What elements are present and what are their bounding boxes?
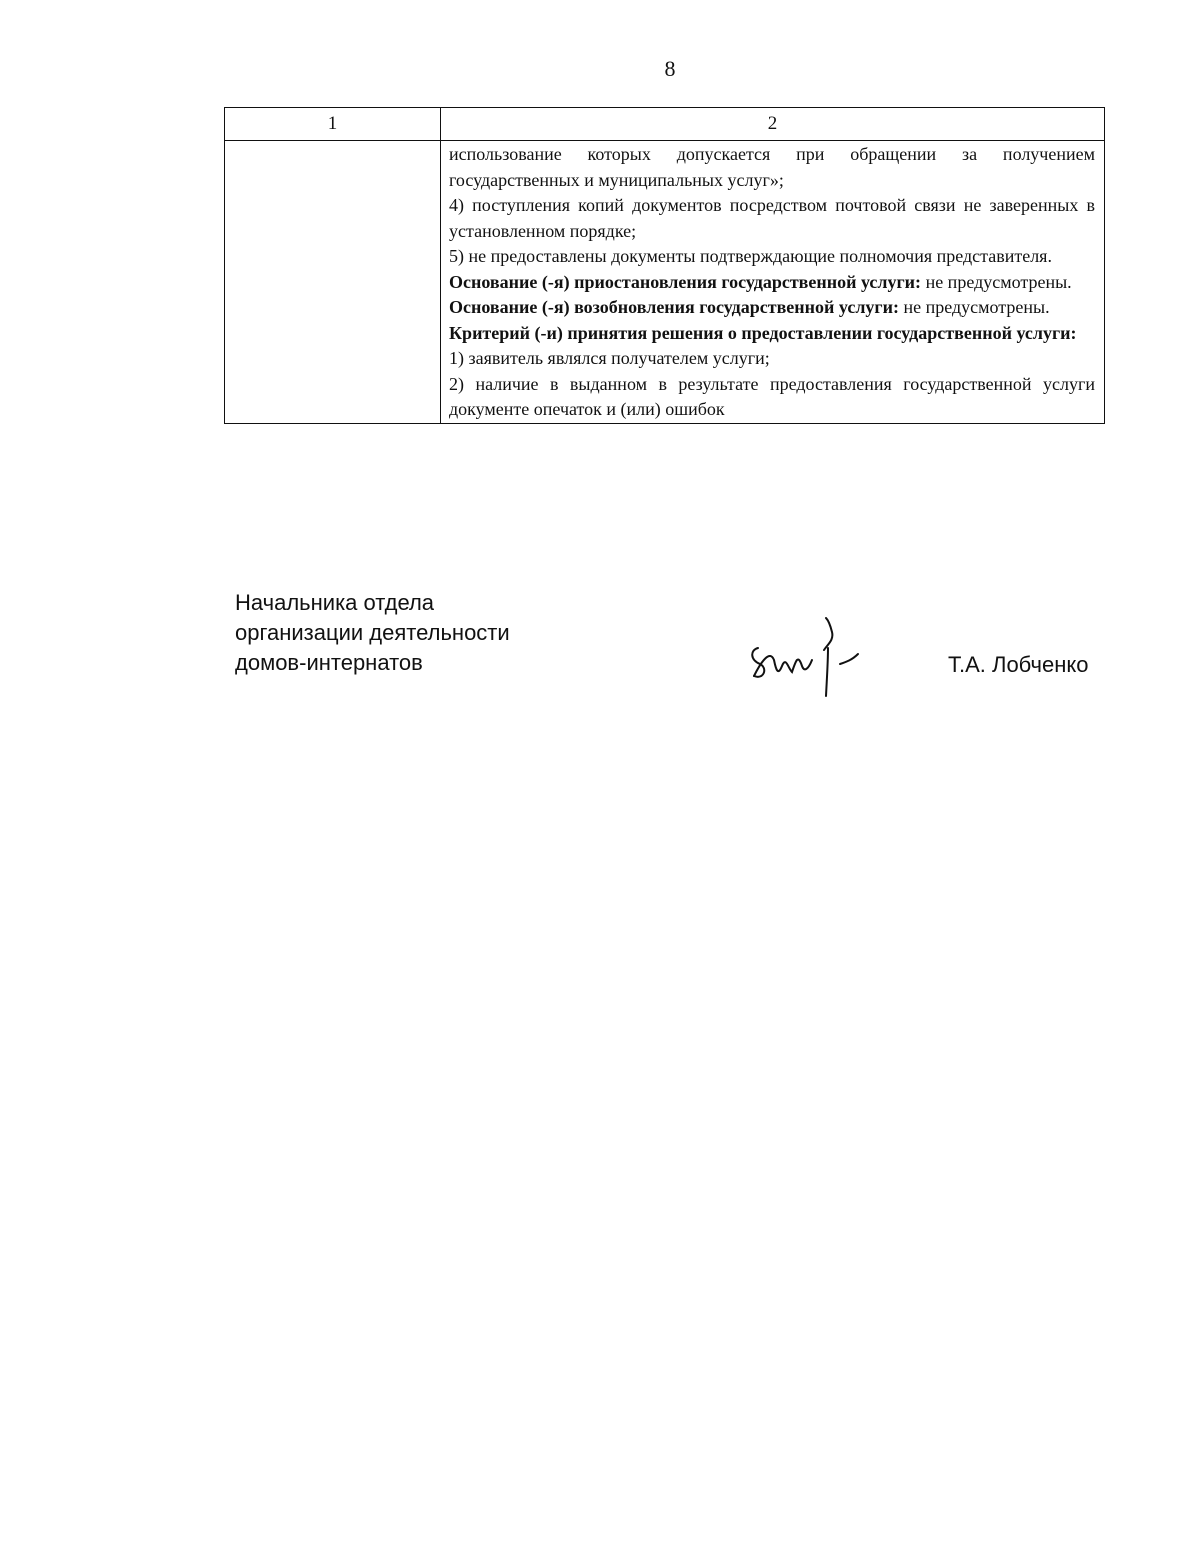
- cell-text-block: [441, 141, 1104, 423]
- table-row: [225, 141, 1105, 424]
- signer-position: [235, 588, 510, 678]
- signer-name: Т.А. Лобченко: [948, 652, 1089, 677]
- paragraph-suspension-basis: Основание (-я) приостановления государственной услуги: не предусмотрены.: [449, 271, 1072, 292]
- paragraph-1: использование которых допускается при обращении за получением государственных и муниципальных услуг»;: [449, 144, 1095, 190]
- column-header-2: 2: [441, 108, 1105, 141]
- table-header-row: [225, 108, 1105, 141]
- paragraph-criterion-1: 1) заявитель являлся получателем услуги;: [449, 348, 770, 368]
- paragraph-criterion-2: 2) наличие в выданном в результате предоставления государственной услуги документе опечаток и (или) ошибок: [449, 373, 1095, 419]
- signer-position-line: Начальника отдела: [235, 590, 435, 615]
- paragraph-decision-criteria: Критерий (-и) принятия решения о предоставлении государственной услуги:: [449, 322, 1077, 343]
- document-table: [224, 107, 1105, 424]
- signer-position-line: домов-интернатов: [235, 650, 423, 675]
- column-header-1: 1: [225, 108, 441, 141]
- handwritten-signature: [740, 610, 870, 700]
- paragraph-3: 5) не предоставлены документы подтверждающие полномочия представителя.: [449, 246, 1052, 266]
- table-cell-column1: [225, 141, 441, 424]
- page-number: 8: [664, 56, 676, 81]
- paragraph-2: 4) поступления копий документов посредством почтовой связи не заверенных в установленном порядке;: [449, 195, 1095, 241]
- table-cell-column2: [441, 141, 1105, 424]
- signer-position-line: организации деятельности: [235, 620, 510, 645]
- paragraph-resumption-basis: Основание (-я) возобновления государственной услуги: не предусмотрены.: [449, 297, 1050, 317]
